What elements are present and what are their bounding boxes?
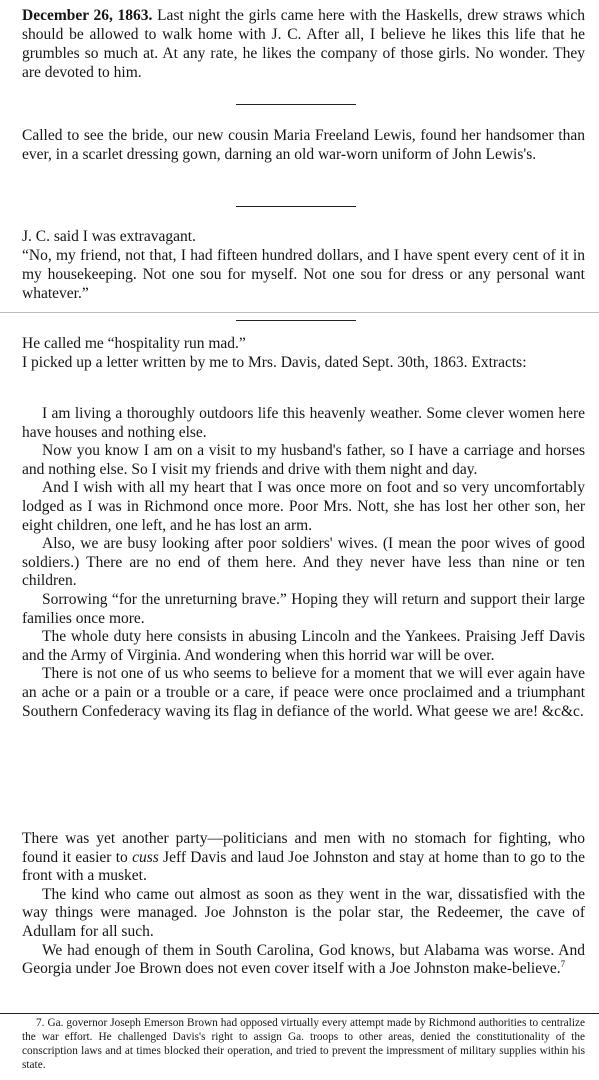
section-divider <box>236 206 356 207</box>
after-letter <box>22 830 585 979</box>
letter-paragraph: Now you know I am on a visit to my husband's father, so I have a carriage and horses and nothing else. So I visit my friends and drive with them night and day. <box>22 442 585 478</box>
footnote-marker: 7 <box>560 959 566 969</box>
entry-text-3b: “No, my friend, not that, I had fifteen hundred dollars, and I have spent every cent of it in my housekeeping. Not one sou for myself. Not one sou for dress or any personal want whatever.” <box>22 247 585 302</box>
after-paragraph-2: The kind who came out almost as soon as they went in the war, dissatisfied with the way things were managed. Joe Johnston is the polar star, the Redeemer, the cave of Adullam for all such. <box>22 885 585 940</box>
section-divider <box>236 104 356 105</box>
after-paragraph-3: We had enough of them in South Carolina, God knows, but Alabama was worse. And Georgia under Joe Brown does not even cover itself with a Joe Johnston make-believe.$^7$ <box>22 941 585 978</box>
entry-paragraph-2 <box>22 126 585 164</box>
entry-paragraph-3 <box>22 227 585 303</box>
letter-paragraph: Also, we are busy looking after poor soldiers' wives. (I mean the poor wives of good soldiers.) There are no end of them here. And they never have less than nine or ten children. <box>22 535 585 590</box>
letter-paragraph: I am living a thoroughly outdoors life this heavenly weather. Some clever women here have houses and nothing else. <box>22 405 585 441</box>
letter-paragraph: And I wish with all my heart that I was once more on foot and so very uncomfortably lodged as I was in Richmond once more. Poor Mrs. Nott, she has lost her other son, her eight children, one left, and he has lost an arm. <box>22 479 585 534</box>
letter-paragraph: The whole duty here consists in abusing Lincoln and the Yankees. Praising Jeff Davis and the Army of Virginia. And wondering when this horrid war will be over. <box>22 628 585 664</box>
entry-paragraph-4 <box>22 334 585 372</box>
letter-paragraph: There is not one of us who seems to believe for a moment that we will ever again have an ache or a pain or a trouble or a care, if peace were once proclaimed and a triumphant Southern Confederacy waving its flag in defiance of the world. What geese we are! &c&c. <box>22 665 585 720</box>
scan-crease <box>0 312 599 313</box>
entry-text-4b: I picked up a letter written by me to Mrs. Davis, dated Sept. 30th, 1863. Extracts: <box>22 354 527 371</box>
footnote <box>22 1016 585 1072</box>
entry-text-1: Last night the girls came here with the Haskells, drew straws which should be allowed to walk home with J. C. After all, I believe he likes this life that he grumbles so much at. At any rate, he likes the company of those girls. No wonder. They are devoted to him. <box>22 7 586 81</box>
footnote-divider <box>0 1013 599 1014</box>
section-divider <box>236 320 356 321</box>
entry-text-3a: J. C. said I was extravagant. <box>22 228 196 245</box>
footnote-text: 7. Ga. governor Joseph Emerson Brown had opposed virtually every attempt made by Richmond authorities to centralize the war effort. He challenged Davis's right to assign Ga. troops to other areas, denied the constitutionality of the conscription laws and at times blocked their operation, and tried to prevent the impressment of military supplies within his state. <box>22 1017 585 1071</box>
letter-paragraph: Sorrowing “for the unreturning brave.” Hoping they will return and support their large families once more. <box>22 590 585 627</box>
entry-paragraph-1 <box>22 6 585 82</box>
letter-extract <box>22 405 585 721</box>
after-paragraph-1: There was yet another party—politicians and men with no stomach for fighting, who found it easier to cuss Jeff Davis and laud Joe Johnston and stay at home than to go to the front with a musket. <box>22 830 585 885</box>
entry-text-4a: He called me “hospitality run mad.” <box>22 335 246 352</box>
entry-text-2: Called to see the bride, our new cousin Maria Freeland Lewis, found her handsomer than ever, in a scarlet dressing gown, darning an old war-worn uniform of John Lewis's. <box>22 127 585 163</box>
entry-date: December 26, 1863. <box>22 7 153 24</box>
